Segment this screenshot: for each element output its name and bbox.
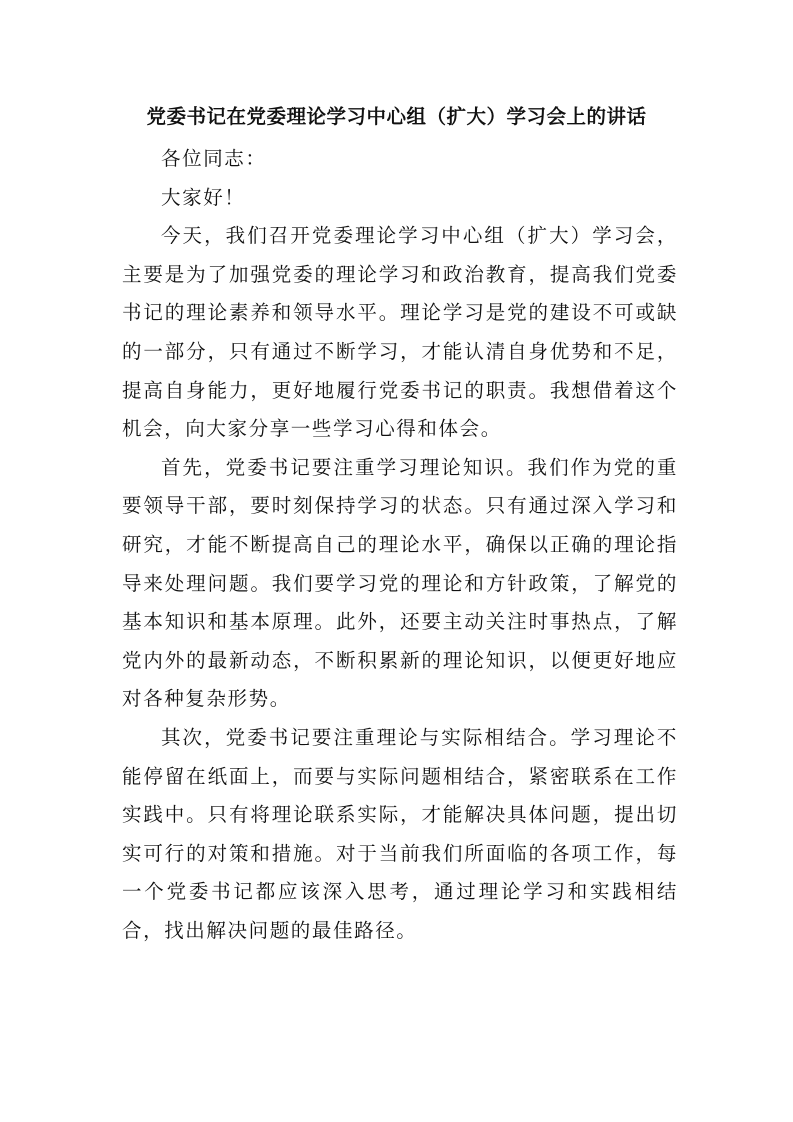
paragraph: 其次，党委书记要注重理论与实际相结合。学习理论不能停留在纸面上，而要与实际问题相结合，紧密联系在工作实践中。只有将理论联系实际，才能解决具体问题，提出切实可行的对策和措施。对于当前我们所面临的各项工作，每一个党委书记都应该深入思考，通过理论学习和实践相结合，找出解决问题的最佳路径。 [122,725,678,942]
salutation: 各位同志： [161,147,267,170]
paragraph: 首先，党委书记要注重学习理论知识。我们作为党的重要领导干部，要时刻保持学习的状态。只有通过深入学习和研究，才能不断提高自己的理论水平，确保以正确的理论指导来处理问题。我们要学习党的理论和方针政策，了解党的基本知识和基本原理。此外，还要主动关注时事热点，了解党内外的最新动态，不断积累新的理论知识，以便更好地应对各种复杂形势。 [122,455,678,711]
greeting: 大家好！ [161,185,246,209]
document-title: 党委书记在党委理论学习中心组（扩大）学习会上的讲话 [146,105,647,128]
document-body [122,140,678,950]
paragraph: 今天，我们召开党委理论学习中心组（扩大）学习会，主要是为了加强党委的理论学习和政治教育，提高我们党委书记的理论素养和领导水平。理论学习是党的建设不可或缺的一部分，只有通过不断学习，才能认清自身优势和不足，提高自身能力，更好地履行党委书记的职责。我想借着这个机会，向大家分享一些学习心得和体会。 [122,224,678,441]
